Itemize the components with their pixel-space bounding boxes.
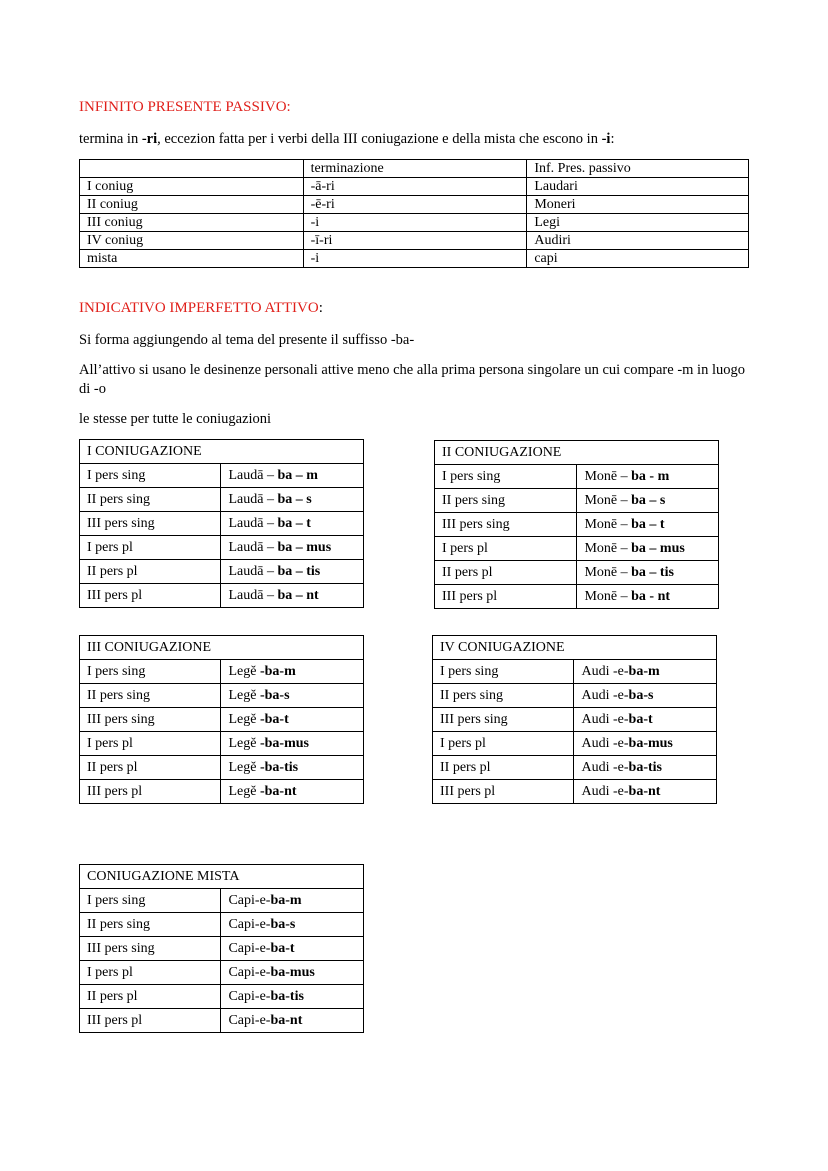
section2-heading: INDICATIVO IMPERFETTO ATTIVO [79, 300, 319, 316]
section2-paragraph-3: le stesse per tutte le coniugazioni [79, 411, 272, 427]
table-cell: -ē-ri [303, 196, 527, 214]
stem-text: Laudā – [228, 539, 278, 555]
table-row [80, 214, 749, 232]
section2-paragraph-2: All’attivo si usano le desinenze personali attive meno che alla prima persona singolare un cui compare -m in luogo di -o [79, 362, 745, 397]
ending-text: ba – s [277, 491, 312, 507]
person-cell: III pers pl [435, 585, 577, 609]
person-cell: II pers pl [433, 756, 574, 780]
section2-paragraph-1: Si forma aggiungendo al tema del presente il suffisso -ba- [79, 332, 415, 348]
person-cell: I pers pl [435, 537, 577, 561]
form-cell [221, 732, 364, 756]
stem-text: Capi-e- [228, 988, 271, 1004]
table-cell: mista [80, 250, 304, 268]
form-cell [221, 889, 364, 913]
ending-text: ba-s [628, 687, 654, 703]
form-cell [577, 465, 719, 489]
table-row [435, 561, 719, 585]
ending-text: ba-tis [270, 988, 304, 1004]
form-cell [577, 513, 719, 537]
person-cell: III pers sing [433, 708, 574, 732]
form-cell [221, 488, 364, 512]
table-cell: capi [527, 250, 749, 268]
conjugation-table-4 [432, 635, 717, 804]
form-cell [577, 537, 719, 561]
table-row [80, 660, 364, 684]
form-cell [574, 780, 717, 804]
person-cell: III pers sing [80, 708, 221, 732]
stem-text: Capi-e- [228, 964, 271, 980]
infinitive-table [79, 159, 749, 268]
stem-text: Monē – [584, 468, 632, 484]
person-cell: II pers sing [433, 684, 574, 708]
person-cell: II pers sing [435, 489, 577, 513]
form-cell [221, 985, 364, 1009]
table-cell: Moneri [527, 196, 749, 214]
person-cell: III pers sing [80, 937, 221, 961]
person-cell: I pers sing [80, 889, 221, 913]
conjugation-table-1 [79, 439, 364, 608]
stem-text: Monē – [584, 492, 632, 508]
conjugation-title: CONIUGAZIONE MISTA [80, 865, 364, 889]
person-cell: I pers pl [80, 536, 221, 560]
form-cell [221, 961, 364, 985]
section2-heading-colon: : [318, 300, 323, 316]
table-header-cell [80, 160, 304, 178]
stem-text: Legĕ [228, 711, 260, 727]
table-header-row [80, 160, 749, 178]
stem-text: Audi -e- [581, 783, 629, 799]
table-row [435, 537, 719, 561]
stem-text: Laudā – [228, 467, 278, 483]
stem-text: Legĕ [228, 759, 260, 775]
ending-text: ba – tis [277, 563, 321, 579]
table-cell: II coniug [80, 196, 304, 214]
person-cell: I pers pl [80, 732, 221, 756]
form-cell [221, 512, 364, 536]
table-row [80, 250, 749, 268]
stem-text: Legĕ [228, 735, 260, 751]
table-row [80, 178, 749, 196]
stem-text: Capi-e- [228, 892, 271, 908]
table-row [80, 512, 364, 536]
table-row [433, 732, 717, 756]
table-row [435, 489, 719, 513]
form-cell [574, 756, 717, 780]
person-cell: I pers pl [433, 732, 574, 756]
table-row [80, 1009, 364, 1033]
conjugation-title: II CONIUGAZIONE [435, 441, 719, 465]
stem-text: Audi -e- [581, 759, 629, 775]
table-row [80, 961, 364, 985]
form-cell [574, 660, 717, 684]
stem-text: Monē – [584, 564, 632, 580]
person-cell: III pers pl [80, 780, 221, 804]
table-cell: Legi [527, 214, 749, 232]
form-cell [221, 913, 364, 937]
stem-text: Laudā – [228, 587, 278, 603]
stem-text: Laudā – [228, 491, 278, 507]
table-row [433, 780, 717, 804]
person-cell: II pers sing [80, 913, 221, 937]
ending-text: ba-m [628, 663, 660, 679]
ending-text: ba-m [270, 892, 302, 908]
ending-text: ba-nt [628, 783, 661, 799]
person-cell: I pers sing [435, 465, 577, 489]
form-cell [221, 660, 364, 684]
intro-text-end: : [610, 131, 615, 147]
intro-text-mid: , eccezion fatta per i verbi della III coniugazione e della mista che escono in [157, 131, 602, 147]
table-row [80, 684, 364, 708]
table-row [80, 708, 364, 732]
ending-text: ba-t [270, 940, 295, 956]
form-cell [221, 684, 364, 708]
conjugation-table-5 [79, 864, 364, 1033]
table-cell: I coniug [80, 178, 304, 196]
form-cell [221, 464, 364, 488]
ending-text: ba – tis [631, 564, 674, 580]
table-header-cell: Inf. Pres. passivo [527, 160, 749, 178]
ending-text: ba-nt [270, 1012, 303, 1028]
stem-text: Capi-e- [228, 940, 271, 956]
ending-text: -ba-tis [259, 759, 299, 775]
table-row [80, 732, 364, 756]
person-cell: II pers pl [435, 561, 577, 585]
table-cell: Laudari [527, 178, 749, 196]
table-row [80, 756, 364, 780]
table-row [80, 780, 364, 804]
table-cell: III coniug [80, 214, 304, 232]
table-row [435, 513, 719, 537]
stem-text: Monē – [584, 540, 632, 556]
ending-text: -ba-m [259, 663, 296, 679]
section1-intro [79, 130, 614, 149]
table-row [80, 196, 749, 214]
person-cell: II pers pl [80, 756, 221, 780]
person-cell: I pers sing [433, 660, 574, 684]
stem-text: Audi -e- [581, 735, 629, 751]
table-row [433, 684, 717, 708]
person-cell: III pers sing [80, 512, 221, 536]
person-cell: I pers sing [80, 660, 221, 684]
stem-text: Legĕ [228, 783, 260, 799]
person-cell: II pers sing [80, 684, 221, 708]
table-row [80, 937, 364, 961]
form-cell [574, 684, 717, 708]
person-cell: III pers pl [80, 1009, 221, 1033]
table-row [80, 488, 364, 512]
ending-text: ba – mus [631, 540, 685, 556]
ending-text: ba-t [628, 711, 653, 727]
ending-text: ba – nt [277, 587, 319, 603]
table-row [80, 560, 364, 584]
person-cell: I pers sing [80, 464, 221, 488]
ending-text: ba - nt [631, 588, 671, 604]
stem-text: Capi-e- [228, 1012, 271, 1028]
ending-text: ba-tis [628, 759, 662, 775]
stem-text: Audi -e- [581, 663, 629, 679]
table-header-cell: terminazione [303, 160, 527, 178]
ending-text: -ba-nt [259, 783, 297, 799]
person-cell: III pers pl [433, 780, 574, 804]
table-row [435, 465, 719, 489]
form-cell [221, 536, 364, 560]
stem-text: Audi -e- [581, 687, 629, 703]
table-row [80, 913, 364, 937]
table-row [80, 464, 364, 488]
form-cell [221, 780, 364, 804]
conjugation-title: I CONIUGAZIONE [80, 440, 364, 464]
form-cell [221, 560, 364, 584]
ending-text: ba-mus [628, 735, 673, 751]
section2-heading-wrap [79, 300, 323, 317]
table-cell: -i [303, 214, 527, 232]
form-cell [574, 732, 717, 756]
ending-text: ba – m [277, 467, 318, 483]
table-row [433, 708, 717, 732]
table-row [80, 889, 364, 913]
form-cell [574, 708, 717, 732]
table-row [80, 985, 364, 1009]
conjugation-table-3 [79, 635, 364, 804]
ending-text: ba-mus [270, 964, 315, 980]
form-cell [577, 489, 719, 513]
form-cell [221, 1009, 364, 1033]
person-cell: I pers pl [80, 961, 221, 985]
stem-text: Monē – [584, 588, 632, 604]
person-cell: III pers sing [435, 513, 577, 537]
ending-text: -ba-mus [259, 735, 309, 751]
table-row [80, 536, 364, 560]
person-cell: II pers pl [80, 985, 221, 1009]
stem-text: Monē – [584, 516, 632, 532]
section1-heading: INFINITO PRESENTE PASSIVO: [79, 99, 291, 115]
form-cell [221, 584, 364, 608]
table-cell: -i [303, 250, 527, 268]
person-cell: II pers sing [80, 488, 221, 512]
stem-text: Legĕ [228, 687, 260, 703]
conjugation-title: III CONIUGAZIONE [80, 636, 364, 660]
table-row [80, 232, 749, 250]
conjugation-table-2 [434, 440, 719, 609]
ending-text: ba – t [277, 515, 311, 531]
ending-text: ba – s [631, 492, 666, 508]
ending-text: ba-s [270, 916, 296, 932]
form-cell [577, 585, 719, 609]
table-row [80, 584, 364, 608]
intro-bold: -ri [141, 131, 158, 147]
stem-text: Laudā – [228, 563, 278, 579]
table-cell: -ī-ri [303, 232, 527, 250]
person-cell: II pers pl [80, 560, 221, 584]
table-row [433, 756, 717, 780]
stem-text: Audi -e- [581, 711, 629, 727]
ending-text: ba – t [631, 516, 665, 532]
form-cell [577, 561, 719, 585]
ending-text: ba - m [631, 468, 670, 484]
stem-text: Legĕ [228, 663, 260, 679]
table-row [435, 585, 719, 609]
form-cell [221, 708, 364, 732]
ending-text: -ba-s [259, 687, 290, 703]
ending-text: ba – mus [277, 539, 332, 555]
intro-text: termina in [79, 131, 142, 147]
stem-text: Laudā – [228, 515, 278, 531]
table-cell: -ā-ri [303, 178, 527, 196]
form-cell [221, 937, 364, 961]
stem-text: Capi-e- [228, 916, 271, 932]
table-cell: IV coniug [80, 232, 304, 250]
form-cell [221, 756, 364, 780]
ending-text: -ba-t [259, 711, 289, 727]
table-cell: Audiri [527, 232, 749, 250]
intro-bold-2: -i [601, 131, 611, 147]
conjugation-title: IV CONIUGAZIONE [433, 636, 717, 660]
person-cell: III pers pl [80, 584, 221, 608]
table-row [433, 660, 717, 684]
